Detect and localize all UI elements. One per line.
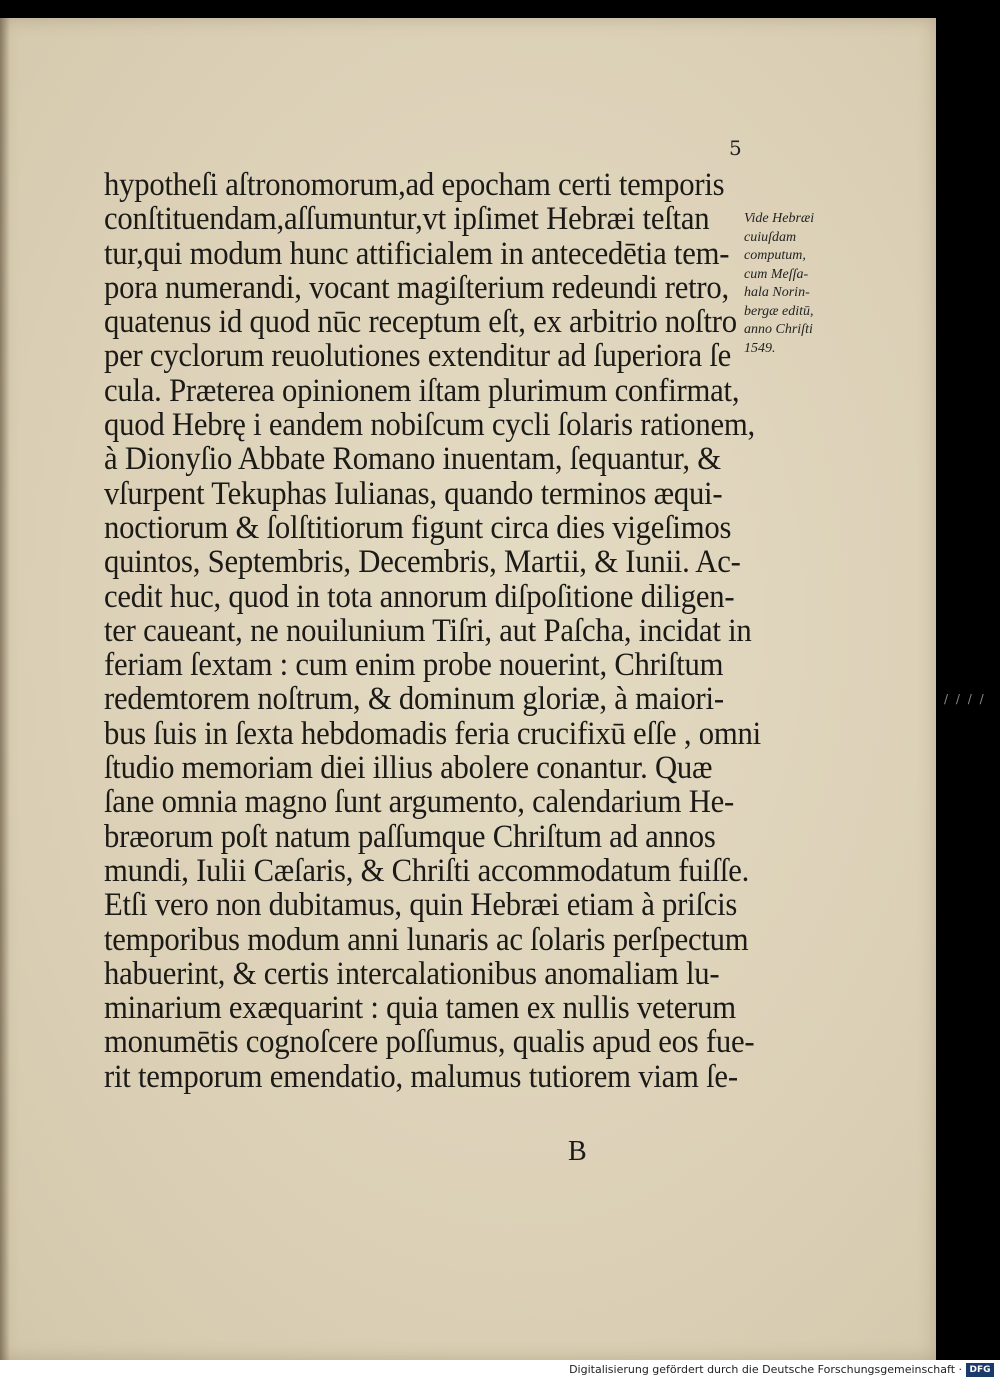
text-line: ter caueant, ne nouilunium Tiſri, aut Paſcha, incidat in	[104, 612, 752, 649]
marginal-note-line: anno Chriſti	[744, 322, 813, 337]
text-line: quatenus id quod nūc receptum eſt, ex arbitrio noſtro	[104, 304, 737, 341]
text-line: cedit huc, quod in tota annorum diſpoſitione diligen-	[104, 578, 735, 615]
book-page	[0, 18, 936, 1360]
text-line: bus ſuis in ſexta hebdomadis feria crucifixū eſſe , omni	[104, 715, 761, 752]
text-line: tur,qui modum hunc attificialem in antecedētia tem-	[104, 235, 730, 272]
text-line: minarium exæquarint : quia tamen ex nullis veterum	[104, 990, 736, 1027]
text-line: Etſi vero non dubitamus, quin Hebræi etiam à priſcis	[104, 887, 738, 924]
text-line: habuerint, & certis intercalationibus anomaliam lu-	[104, 955, 720, 992]
text-line: bræorum poſt natum paſſumque Chriſtum ad annos	[104, 818, 716, 855]
text-line: quod Hebrę i eandem nobiſcum cycli ſolaris rationem,	[104, 407, 755, 444]
text-line: rit temporum emendatio, malumus tutiorem viam ſe-	[104, 1058, 738, 1095]
dfg-logo-icon: DFG	[966, 1363, 994, 1377]
text-line: per cyclorum reuolutiones extenditur ad ſuperiora ſe	[104, 338, 732, 375]
text-line: vſurpent Tekuphas Iulianas, quando terminos æqui-	[104, 475, 723, 512]
text-line: noctiorum & ſolſtitiorum figunt circa dies vigeſimos	[104, 509, 732, 546]
text-line: quintos, Septembris, Decembris, Martii, & Iunii. Ac-	[104, 544, 741, 581]
funding-notice: Digitalisierung gefördert durch die Deutsche Forschungsgemeinschaft ·	[569, 1363, 962, 1376]
marginal-note-line: cum Meſſa-	[744, 266, 809, 282]
page-number: 5	[729, 136, 742, 160]
marginal-note-line: Vide Hebræi	[744, 211, 815, 226]
text-line: pora numerandi, vocant magiſterium redeundi retro,	[104, 269, 729, 306]
marginal-note-line: computum,	[744, 248, 806, 263]
marginal-note-line: cuiuſdam	[744, 229, 797, 245]
text-line: monumētis cognoſcere poſſumus, qualis apud eos fue-	[104, 1024, 755, 1061]
text-line: hypotheſi aſtronomorum,ad epocham certi temporis	[104, 167, 725, 203]
text-line: à Dionyſio Abbate Romano inuentam, ſequantur, &	[104, 441, 721, 478]
marginal-note-line: bergæ editū,	[744, 303, 814, 319]
text-line: feriam ſextam : cum enim probe nouerint, Chriſtum	[104, 647, 724, 684]
edge-tick-marks: / / / /	[944, 692, 986, 706]
text-line: redemtorem noſtrum, & dominum gloriæ, à maiori-	[104, 681, 724, 718]
signature-mark: B	[568, 1136, 587, 1167]
text-line: mundi, Iulii Cæſaris, & Chriſti accommodatum fuiſſe.	[104, 852, 750, 889]
footer-bar	[0, 1360, 1000, 1381]
text-line: temporibus modum anni lunaris ac ſolaris perſpectum	[104, 921, 749, 958]
text-line: ſane omnia magno ſunt argumento, calendarium He-	[104, 784, 735, 821]
text-line: conſtituendam,aſſumuntur,vt ipſimet Hebræi teſtan	[104, 201, 710, 238]
marginal-note	[744, 210, 844, 358]
marginal-note-line: 1549.	[744, 340, 776, 356]
marginal-note-line: hala Norin-	[744, 285, 810, 300]
text-line: cula. Præterea opinionem iſtam plurimum confirmat,	[104, 372, 740, 409]
text-line: ſtudio memoriam diei illius abolere conantur. Quæ	[104, 750, 713, 787]
